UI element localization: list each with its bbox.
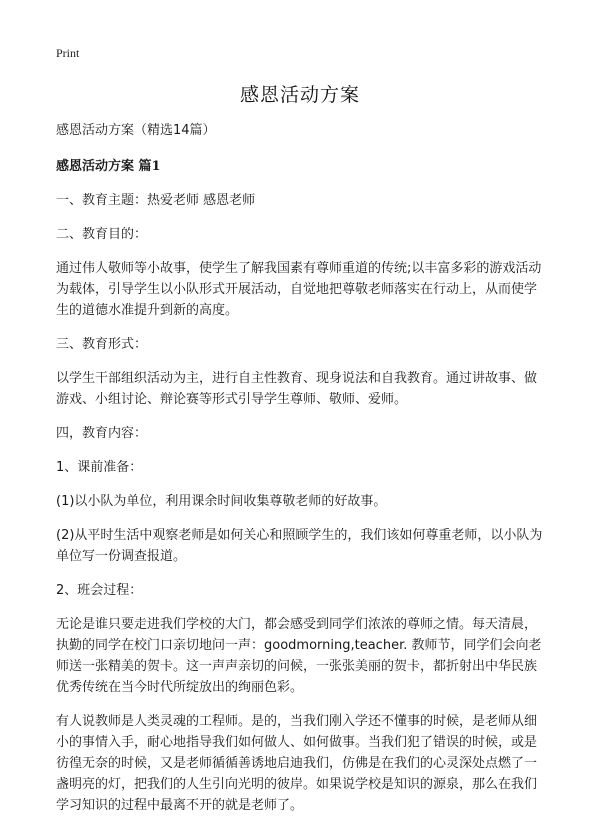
page-title: 感恩活动方案 <box>239 84 360 106</box>
paragraph-prep-2: (2)从平时生活中观察老师是如何关心和照顾学生的，我们该如何尊重老师，以小队为单位写一份调查报道。 <box>56 528 543 564</box>
paragraph-content-heading: 四，教育内容： <box>56 426 148 441</box>
paragraph-theme: 一、教育主题：热爱老师 感恩老师 <box>56 193 256 208</box>
paragraph-purpose: 通过伟人敬师等小故事，使学生了解我国素有尊师重道的传统;以丰富多彩的游戏活动为载体，引导学生以小队形式开展活动，自觉地把尊敬老师落实在行动上，从而使学生的道德水准提升到新的高度。 <box>56 261 542 318</box>
document-body <box>56 120 546 816</box>
paragraph-process-1: 无论是谁只要走进我们学校的大门，都会感受到同学们浓浓的尊师之情。每天清晨，执勤的同学在校门口亲切地问一声：goodmorning,teacher. 教师节，同学们会向老师送一张精美的贺卡。这一声声亲切的问候，一张张美丽的贺卡，都折射出中华民族优秀传统在当今时代所绽放出的绚丽色彩。 <box>56 617 542 695</box>
paragraph-prep-1: (1)以小队为单位，利用课余时间收集尊敬老师的好故事。 <box>56 494 387 509</box>
chapter-heading: 感恩活动方案 篇1 <box>56 159 161 174</box>
print-link[interactable]: Print <box>56 46 80 60</box>
paragraph-purpose-heading: 二、教育目的： <box>56 227 148 242</box>
paragraph-form: 以学生干部组织活动为主，进行自主性教育、现身说法和自我教育。通过讲故事、做游戏、小组讨论、辩论赛等形式引导学生尊师、敬师、爱师。 <box>56 371 538 407</box>
document-subtitle: 感恩活动方案（精选14篇） <box>56 123 216 138</box>
paragraph-process-heading: 2、班会过程： <box>56 583 143 598</box>
paragraph-form-heading: 三、教育形式： <box>56 337 148 352</box>
paragraph-process-2: 有人说教师是人类灵魂的工程师。是的，当我们刚入学还不懂事的时候，是老师从细小的事情入手，耐心地指导我们如何做人、如何做事。当我们犯了错误的时候，或是彷徨无奈的时候，又是老师循循善诱地启迪我们，仿佛是在我们的心灵深处点燃了一盏明亮的灯，把我们的人生引向光明的彼岸。如果说学校是知识的源泉，那么在我们学习知识的过程中最离不开的就是老师了。 <box>56 714 538 813</box>
paragraph-prep-heading: 1、课前准备： <box>56 460 143 475</box>
